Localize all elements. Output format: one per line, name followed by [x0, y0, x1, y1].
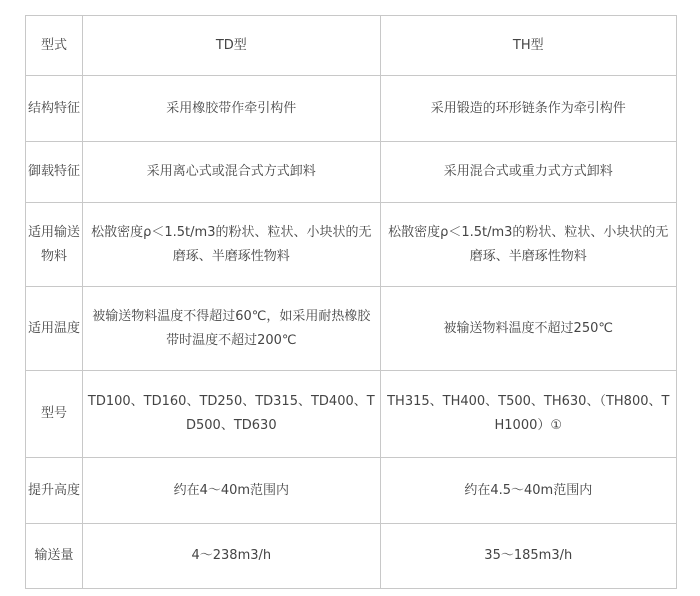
row-label: 提升高度: [26, 458, 83, 524]
td-cell: 采用橡胶带作牵引构件: [83, 76, 380, 142]
table-row: [26, 371, 677, 458]
td-cell: 采用离心式或混合式方式卸料: [83, 142, 380, 203]
td-cell: 约在4～40m范围内: [83, 458, 380, 524]
td-cell: 被输送物料温度不得超过60℃，如采用耐热橡胶带时温度不超过200℃: [83, 287, 380, 371]
th-cell: 松散密度ρ＜1.5t/m3的粉状、粒状、小块状的无磨琢、半磨琢性物料: [380, 203, 676, 287]
row-label: 适用温度: [26, 287, 83, 371]
row-label: 结构特征: [26, 76, 83, 142]
td-cell: TD100、TD160、TD250、TD315、TD400、TD500、TD630: [83, 371, 380, 458]
table-row: [26, 203, 677, 287]
row-label: 输送量: [26, 524, 83, 589]
th-cell: 约在4.5～40m范围内: [380, 458, 676, 524]
comparison-table: [25, 15, 677, 589]
table-row: [26, 458, 677, 524]
table-row: [26, 76, 677, 142]
header-type-label: 型式: [26, 16, 83, 76]
header-td-type: TD型: [83, 16, 380, 76]
header-th-type: TH型: [380, 16, 676, 76]
th-cell: 采用锻造的环形链条作为牵引构件: [380, 76, 676, 142]
row-label: 适用输送物料: [26, 203, 83, 287]
th-cell: 被输送物料温度不超过250℃: [380, 287, 676, 371]
td-cell: 松散密度ρ＜1.5t/m3的粉状、粒状、小块状的无磨琢、半磨琢性物料: [83, 203, 380, 287]
th-cell: 采用混合式或重力式方式卸料: [380, 142, 676, 203]
table-row: [26, 142, 677, 203]
table-header-row: [26, 16, 677, 76]
th-cell: TH315、TH400、T500、TH630、（TH800、TH1000）①: [380, 371, 676, 458]
row-label: 型号: [26, 371, 83, 458]
td-cell: 4～238m3/h: [83, 524, 380, 589]
row-label: 御载特征: [26, 142, 83, 203]
table-row: [26, 287, 677, 371]
th-cell: 35～185m3/h: [380, 524, 676, 589]
table-row: [26, 524, 677, 589]
